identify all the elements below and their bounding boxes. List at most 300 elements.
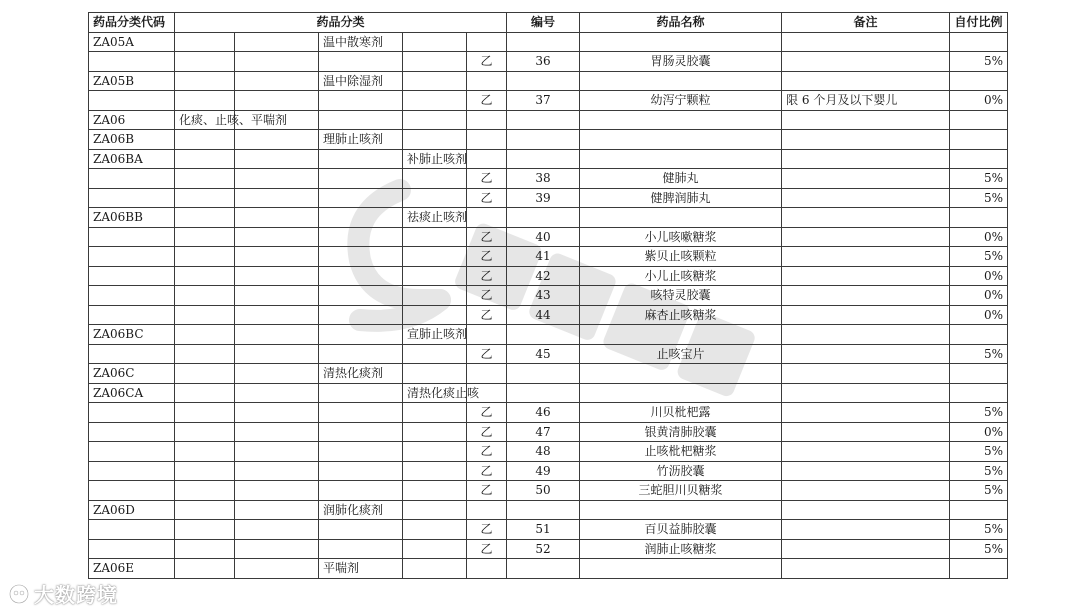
name-cell xyxy=(580,208,782,228)
category-level2-cell xyxy=(175,364,235,384)
name-cell: 止咳枇杷糖浆 xyxy=(580,442,782,462)
category-spacer-cell xyxy=(235,169,319,189)
category-spacer-cell xyxy=(235,130,319,150)
remark-cell xyxy=(782,227,950,247)
remark-cell xyxy=(782,52,950,72)
category-level4-cell xyxy=(403,442,467,462)
remark-cell xyxy=(782,169,950,189)
number-cell xyxy=(507,325,580,345)
remark-cell xyxy=(782,442,950,462)
code-cell xyxy=(89,247,175,267)
ratio-cell xyxy=(950,383,1008,403)
number-cell: 41 xyxy=(507,247,580,267)
ratio-cell xyxy=(950,149,1008,169)
ratio-cell xyxy=(950,71,1008,91)
ratio-cell: 0% xyxy=(950,305,1008,325)
remark-cell xyxy=(782,208,950,228)
ratio-cell: 0% xyxy=(950,227,1008,247)
brand-logo-icon xyxy=(8,583,30,605)
category-level4-cell xyxy=(403,344,467,364)
number-cell: 50 xyxy=(507,481,580,501)
code-cell xyxy=(89,52,175,72)
ratio-cell: 5% xyxy=(950,344,1008,364)
ratio-cell: 5% xyxy=(950,461,1008,481)
name-cell: 胃肠灵胶囊 xyxy=(580,52,782,72)
category-level2-cell xyxy=(175,383,235,403)
category-spacer-cell xyxy=(235,247,319,267)
category-level4-cell xyxy=(403,266,467,286)
category-spacer-cell xyxy=(235,325,319,345)
category-level2-cell xyxy=(175,169,235,189)
category-level2-cell xyxy=(175,208,235,228)
class-cell xyxy=(467,71,507,91)
name-cell xyxy=(580,559,782,579)
class-cell xyxy=(467,325,507,345)
code-cell xyxy=(89,266,175,286)
code-cell xyxy=(89,188,175,208)
remark-cell xyxy=(782,559,950,579)
number-cell: 44 xyxy=(507,305,580,325)
category-level4-cell xyxy=(403,364,467,384)
category-level4-cell xyxy=(403,520,467,540)
corner-watermark xyxy=(8,579,118,608)
remark-cell xyxy=(782,305,950,325)
category-level3-cell xyxy=(319,52,403,72)
code-cell: ZA06BC xyxy=(89,325,175,345)
category-level3-cell: 清热化痰剂 xyxy=(319,364,403,384)
category-level2-cell xyxy=(175,149,235,169)
category-level4-cell xyxy=(403,559,467,579)
remark-cell xyxy=(782,266,950,286)
name-cell xyxy=(580,500,782,520)
code-cell: ZA06BB xyxy=(89,208,175,228)
category-level2-cell xyxy=(175,71,235,91)
name-cell: 紫贝止咳颗粒 xyxy=(580,247,782,267)
class-cell xyxy=(467,208,507,228)
remark-cell xyxy=(782,110,950,130)
category-level3-cell xyxy=(319,461,403,481)
category-spacer-cell xyxy=(235,383,319,403)
category-level4-cell xyxy=(403,169,467,189)
class-cell: 乙 xyxy=(467,286,507,306)
category-level3-cell xyxy=(319,520,403,540)
category-level2-cell xyxy=(175,266,235,286)
number-cell: 37 xyxy=(507,91,580,111)
table-row xyxy=(89,149,1008,169)
category-spacer-cell xyxy=(235,71,319,91)
code-cell xyxy=(89,344,175,364)
class-cell: 乙 xyxy=(467,169,507,189)
category-spacer-cell xyxy=(235,364,319,384)
number-cell xyxy=(507,364,580,384)
number-cell xyxy=(507,559,580,579)
category-level2-cell xyxy=(175,422,235,442)
category-spacer-cell xyxy=(235,286,319,306)
table-row xyxy=(89,91,1008,111)
code-cell: ZA06BA xyxy=(89,149,175,169)
remark-cell xyxy=(782,539,950,559)
class-cell: 乙 xyxy=(467,442,507,462)
code-cell xyxy=(89,422,175,442)
category-level2-cell xyxy=(175,500,235,520)
code-cell: ZA06B xyxy=(89,130,175,150)
table-row xyxy=(89,227,1008,247)
table-row xyxy=(89,539,1008,559)
number-cell xyxy=(507,71,580,91)
category-spacer-cell xyxy=(235,520,319,540)
class-cell: 乙 xyxy=(467,344,507,364)
ratio-cell xyxy=(950,130,1008,150)
category-level2-cell xyxy=(175,442,235,462)
code-cell: ZA06C xyxy=(89,364,175,384)
category-level3-cell xyxy=(319,110,403,130)
category-spacer-cell xyxy=(235,481,319,501)
category-spacer-cell xyxy=(235,188,319,208)
code-cell xyxy=(89,169,175,189)
remark-cell xyxy=(782,325,950,345)
number-cell xyxy=(507,110,580,130)
remark-cell xyxy=(782,344,950,364)
name-cell: 银黄清肺胶囊 xyxy=(580,422,782,442)
table-row xyxy=(89,110,1008,130)
number-cell: 45 xyxy=(507,344,580,364)
category-level3-cell xyxy=(319,383,403,403)
class-cell: 乙 xyxy=(467,227,507,247)
category-level3-cell xyxy=(319,442,403,462)
number-cell: 49 xyxy=(507,461,580,481)
number-cell xyxy=(507,130,580,150)
remark-cell xyxy=(782,71,950,91)
category-level3-cell xyxy=(319,188,403,208)
category-level3-cell xyxy=(319,325,403,345)
name-cell: 咳特灵胶囊 xyxy=(580,286,782,306)
ratio-cell: 0% xyxy=(950,266,1008,286)
number-cell: 40 xyxy=(507,227,580,247)
remark-cell xyxy=(782,130,950,150)
table-row xyxy=(89,130,1008,150)
remark-cell xyxy=(782,32,950,52)
category-level4-cell: 祛痰止咳剂 xyxy=(403,208,467,228)
category-level2-cell xyxy=(175,52,235,72)
class-cell xyxy=(467,32,507,52)
ratio-cell: 5% xyxy=(950,539,1008,559)
category-level2-cell xyxy=(175,559,235,579)
category-level4-cell xyxy=(403,32,467,52)
name-cell: 小儿止咳糖浆 xyxy=(580,266,782,286)
class-cell: 乙 xyxy=(467,520,507,540)
category-spacer-cell xyxy=(235,91,319,111)
category-level4-cell: 清热化痰止咳 xyxy=(403,383,467,403)
header-ratio: 自付比例 xyxy=(950,13,1008,33)
code-cell xyxy=(89,461,175,481)
name-cell: 川贝枇杷露 xyxy=(580,403,782,423)
number-cell: 46 xyxy=(507,403,580,423)
category-level3-cell xyxy=(319,208,403,228)
ratio-cell: 5% xyxy=(950,481,1008,501)
number-cell: 39 xyxy=(507,188,580,208)
name-cell xyxy=(580,110,782,130)
class-cell: 乙 xyxy=(467,91,507,111)
table-row xyxy=(89,442,1008,462)
category-level3-cell: 润肺化痰剂 xyxy=(319,500,403,520)
category-level3-cell: 理肺止咳剂 xyxy=(319,130,403,150)
name-cell: 竹沥胶囊 xyxy=(580,461,782,481)
code-cell xyxy=(89,91,175,111)
category-level4-cell: 补肺止咳剂 xyxy=(403,149,467,169)
name-cell xyxy=(580,32,782,52)
category-level2-cell xyxy=(175,227,235,247)
category-level2-cell xyxy=(175,286,235,306)
class-cell: 乙 xyxy=(467,266,507,286)
category-level3-cell xyxy=(319,227,403,247)
category-level4-cell xyxy=(403,110,467,130)
number-cell: 42 xyxy=(507,266,580,286)
category-spacer-cell xyxy=(235,442,319,462)
remark-cell xyxy=(782,188,950,208)
class-cell xyxy=(467,559,507,579)
remark-cell xyxy=(782,422,950,442)
category-level4-cell: 宣肺止咳剂 xyxy=(403,325,467,345)
class-cell: 乙 xyxy=(467,403,507,423)
category-level4-cell xyxy=(403,247,467,267)
category-spacer-cell xyxy=(235,149,319,169)
remark-cell xyxy=(782,481,950,501)
ratio-cell: 5% xyxy=(950,169,1008,189)
code-cell: ZA06E xyxy=(89,559,175,579)
number-cell: 48 xyxy=(507,442,580,462)
category-level3-cell: 温中散寒剂 xyxy=(319,32,403,52)
category-level3-cell xyxy=(319,266,403,286)
category-spacer-cell xyxy=(235,227,319,247)
number-cell: 52 xyxy=(507,539,580,559)
remark-cell xyxy=(782,247,950,267)
ratio-cell xyxy=(950,500,1008,520)
category-level4-cell xyxy=(403,403,467,423)
name-cell xyxy=(580,71,782,91)
category-level3-cell xyxy=(319,422,403,442)
ratio-cell: 0% xyxy=(950,422,1008,442)
name-cell xyxy=(580,149,782,169)
class-cell: 乙 xyxy=(467,422,507,442)
remark-cell: 限 6 个月及以下婴儿 xyxy=(782,91,950,111)
category-level2-cell xyxy=(175,539,235,559)
code-cell xyxy=(89,305,175,325)
name-cell xyxy=(580,383,782,403)
category-level2-cell xyxy=(175,91,235,111)
code-cell xyxy=(89,481,175,501)
remark-cell xyxy=(782,149,950,169)
category-level4-cell xyxy=(403,481,467,501)
category-level3-cell xyxy=(319,286,403,306)
number-cell: 38 xyxy=(507,169,580,189)
category-spacer-cell xyxy=(235,266,319,286)
ratio-cell: 5% xyxy=(950,247,1008,267)
category-level4-cell xyxy=(403,188,467,208)
code-cell xyxy=(89,442,175,462)
category-level4-cell xyxy=(403,71,467,91)
class-cell xyxy=(467,110,507,130)
category-spacer-cell xyxy=(235,305,319,325)
category-level4-cell xyxy=(403,539,467,559)
ratio-cell xyxy=(950,110,1008,130)
category-spacer-cell xyxy=(235,403,319,423)
table-row xyxy=(89,32,1008,52)
remark-cell xyxy=(782,364,950,384)
header-code: 药品分类代码 xyxy=(89,13,175,33)
table-row xyxy=(89,344,1008,364)
header-remark: 备注 xyxy=(782,13,950,33)
number-cell xyxy=(507,32,580,52)
name-cell: 三蛇胆川贝糖浆 xyxy=(580,481,782,501)
name-cell: 润肺止咳糖浆 xyxy=(580,539,782,559)
category-level4-cell xyxy=(403,500,467,520)
number-cell: 51 xyxy=(507,520,580,540)
category-level3-cell xyxy=(319,169,403,189)
category-spacer-cell xyxy=(235,422,319,442)
category-level4-cell xyxy=(403,227,467,247)
category-level3-cell xyxy=(319,305,403,325)
table-row xyxy=(89,559,1008,579)
category-level4-cell xyxy=(403,52,467,72)
category-level2-cell xyxy=(175,344,235,364)
category-spacer-cell xyxy=(235,344,319,364)
number-cell: 43 xyxy=(507,286,580,306)
name-cell: 幼泻宁颗粒 xyxy=(580,91,782,111)
category-level2-cell xyxy=(175,32,235,52)
code-cell xyxy=(89,286,175,306)
ratio-cell: 5% xyxy=(950,188,1008,208)
category-spacer-cell xyxy=(235,52,319,72)
ratio-cell xyxy=(950,364,1008,384)
category-level3-cell: 平喘剂 xyxy=(319,559,403,579)
table-row xyxy=(89,500,1008,520)
category-level3-cell xyxy=(319,403,403,423)
table-row xyxy=(89,169,1008,189)
ratio-cell xyxy=(950,559,1008,579)
ratio-cell: 0% xyxy=(950,91,1008,111)
category-level2-cell xyxy=(175,188,235,208)
code-cell: ZA06CA xyxy=(89,383,175,403)
class-cell: 乙 xyxy=(467,52,507,72)
ratio-cell xyxy=(950,325,1008,345)
table-row xyxy=(89,325,1008,345)
remark-cell xyxy=(782,500,950,520)
class-cell xyxy=(467,149,507,169)
number-cell xyxy=(507,208,580,228)
name-cell xyxy=(580,325,782,345)
category-level4-cell xyxy=(403,422,467,442)
ratio-cell: 5% xyxy=(950,52,1008,72)
ratio-cell: 5% xyxy=(950,520,1008,540)
category-spacer-cell xyxy=(235,559,319,579)
class-cell: 乙 xyxy=(467,305,507,325)
category-level2-cell xyxy=(175,481,235,501)
category-level3-cell xyxy=(319,344,403,364)
table-row xyxy=(89,520,1008,540)
category-level2-cell xyxy=(175,403,235,423)
code-cell xyxy=(89,403,175,423)
ratio-cell: 5% xyxy=(950,442,1008,462)
table-row xyxy=(89,52,1008,72)
table-row xyxy=(89,71,1008,91)
name-cell: 小儿咳嗽糖浆 xyxy=(580,227,782,247)
category-level2-cell xyxy=(175,461,235,481)
table-row xyxy=(89,403,1008,423)
code-cell: ZA05A xyxy=(89,32,175,52)
category-spacer-cell xyxy=(235,539,319,559)
category-level2-cell xyxy=(175,520,235,540)
table-row xyxy=(89,461,1008,481)
code-cell xyxy=(89,520,175,540)
table-row xyxy=(89,305,1008,325)
category-level4-cell xyxy=(403,461,467,481)
table-body xyxy=(89,32,1008,578)
code-cell: ZA06 xyxy=(89,110,175,130)
category-level3-cell xyxy=(319,247,403,267)
category-spacer-cell xyxy=(235,461,319,481)
category-spacer-cell xyxy=(235,32,319,52)
class-cell: 乙 xyxy=(467,461,507,481)
header-number: 编号 xyxy=(507,13,580,33)
category-level4-cell xyxy=(403,305,467,325)
table-row xyxy=(89,383,1008,403)
category-level2-cell xyxy=(175,325,235,345)
name-cell xyxy=(580,364,782,384)
remark-cell xyxy=(782,461,950,481)
code-cell: ZA06D xyxy=(89,500,175,520)
category-level2-cell xyxy=(175,130,235,150)
table-row xyxy=(89,208,1008,228)
table-row xyxy=(89,266,1008,286)
remark-cell xyxy=(782,286,950,306)
table-row xyxy=(89,247,1008,267)
number-cell xyxy=(507,383,580,403)
class-cell xyxy=(467,500,507,520)
number-cell: 47 xyxy=(507,422,580,442)
class-cell: 乙 xyxy=(467,188,507,208)
remark-cell xyxy=(782,403,950,423)
category-level4-cell xyxy=(403,286,467,306)
category-level4-cell xyxy=(403,91,467,111)
class-cell: 乙 xyxy=(467,481,507,501)
ratio-cell xyxy=(950,32,1008,52)
number-cell: 36 xyxy=(507,52,580,72)
header-name: 药品名称 xyxy=(580,13,782,33)
number-cell xyxy=(507,500,580,520)
category-level4-cell xyxy=(403,130,467,150)
table-row xyxy=(89,481,1008,501)
name-cell: 健脾润肺丸 xyxy=(580,188,782,208)
code-cell: ZA05B xyxy=(89,71,175,91)
code-cell xyxy=(89,227,175,247)
category-level2-cell xyxy=(175,305,235,325)
table-row xyxy=(89,286,1008,306)
header-category: 药品分类 xyxy=(175,13,507,33)
table-row xyxy=(89,188,1008,208)
name-cell: 止咳宝片 xyxy=(580,344,782,364)
name-cell xyxy=(580,130,782,150)
ratio-cell: 0% xyxy=(950,286,1008,306)
category-level3-cell xyxy=(319,91,403,111)
category-level3-cell xyxy=(319,149,403,169)
class-cell: 乙 xyxy=(467,247,507,267)
table-row xyxy=(89,422,1008,442)
category-level3-cell xyxy=(319,539,403,559)
category-spacer-cell xyxy=(235,208,319,228)
name-cell: 百贝益肺胶囊 xyxy=(580,520,782,540)
table-row xyxy=(89,364,1008,384)
code-cell xyxy=(89,539,175,559)
